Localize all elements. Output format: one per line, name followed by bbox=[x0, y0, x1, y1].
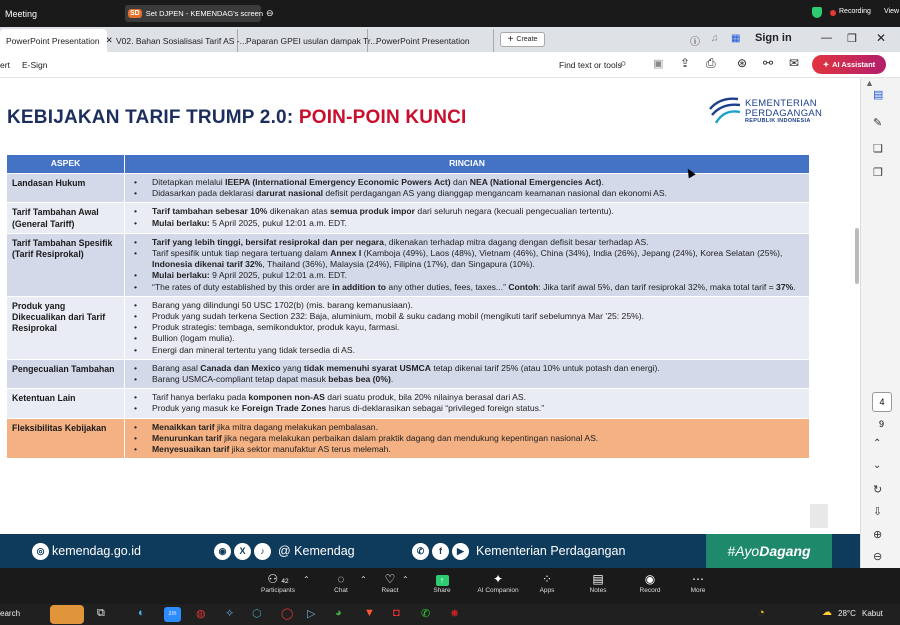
header-aspek: ASPEK bbox=[7, 155, 125, 174]
chat-button[interactable] bbox=[321, 572, 361, 594]
rincian-cell bbox=[125, 359, 810, 388]
logo-line2: PERDAGANGAN bbox=[745, 107, 823, 119]
comment-panel-icon[interactable]: ▤ bbox=[873, 89, 884, 101]
email-icon[interactable]: ✉ bbox=[789, 56, 800, 70]
rotate-icon[interactable]: ↻ bbox=[873, 484, 883, 496]
list-item: • “The rates of duty established by this order are in addition to any other duties, fees, taxes...” Contoh: Jika tarif awal 5%, dan tarif resiprokal 32%, maka total tarif = 37%. bbox=[130, 282, 804, 293]
aspek-cell: Tarif Tambahan Awal (General Tariff) bbox=[7, 203, 125, 233]
kemendag-logo bbox=[708, 95, 823, 127]
plus-icon: + bbox=[507, 34, 514, 45]
ministry-name: Kementerian Perdagangan bbox=[476, 544, 626, 558]
bell-icon[interactable]: ♫ bbox=[711, 33, 719, 44]
apps-label: Apps bbox=[539, 587, 555, 594]
list-item: • Mulai berlaku: 5 April 2025, pukul 12:01 a.m. EDT. bbox=[130, 218, 804, 229]
minimize-icon[interactable]: — bbox=[821, 32, 832, 44]
notes-button[interactable] bbox=[578, 572, 618, 594]
whatsapp-icon: ✆ bbox=[412, 543, 429, 560]
recording-dot-icon bbox=[830, 10, 836, 16]
edge-icon[interactable]: ◐ bbox=[138, 607, 145, 619]
search-icon[interactable]: ⌕ bbox=[620, 56, 627, 70]
rincian-cell bbox=[125, 389, 810, 418]
share-label: Share bbox=[433, 587, 451, 594]
upload-icon[interactable]: ⇪ bbox=[680, 56, 691, 70]
brave-icon[interactable]: ▼ bbox=[364, 607, 375, 619]
list-item: • Barang yang dilindungi 50 USC 1702(b) (mis. barang kemanusiaan). bbox=[130, 300, 804, 311]
tiktok-icon: ♪ bbox=[254, 543, 271, 560]
website-text: kemendag.go.id bbox=[52, 544, 141, 558]
scrollbar-thumb[interactable] bbox=[855, 228, 859, 284]
whatsapp-app-icon[interactable]: ✆ bbox=[421, 608, 431, 620]
title-part-b: POIN-POIN KUNCI bbox=[298, 107, 467, 128]
apps-button[interactable] bbox=[527, 572, 567, 594]
chat-caret-icon[interactable]: ⌃ bbox=[360, 575, 367, 584]
share-button[interactable] bbox=[422, 572, 462, 594]
table-row bbox=[7, 359, 810, 388]
logo-line3: REPUBLIK INDONESIA bbox=[745, 118, 811, 124]
share-icon: ↑ bbox=[422, 572, 462, 587]
close-icon[interactable]: ✕ bbox=[105, 35, 113, 45]
sparkle-icon: ✦ bbox=[822, 60, 830, 69]
task-view-icon[interactable]: ⧉ bbox=[97, 607, 105, 619]
title-part-a: KEBIJAKAN TARIF TRUMP 2.0: bbox=[7, 107, 294, 128]
more-button[interactable] bbox=[678, 572, 718, 594]
policy-table bbox=[6, 154, 810, 459]
more-dots-icon: ⋯ bbox=[692, 572, 704, 586]
table-row bbox=[7, 203, 810, 233]
react-label: React bbox=[381, 587, 399, 594]
ai-assistant-label: AI Assistant bbox=[832, 60, 876, 69]
list-item: • Tarif yang lebih tinggi, bersifat resiprokal dan per negara, dikenakan terhadap mitra dagang dengan defisit besar terhadap AS. bbox=[130, 237, 804, 248]
tab-label: V02. Bahan Sosialisasi Tarif AS -... bbox=[116, 35, 247, 46]
help-icon[interactable]: ⓘ bbox=[690, 37, 700, 48]
footer-social bbox=[214, 534, 355, 568]
list-item: • Menurunkan tarif jika negara melakukan perbaikan dalam praktik dagang dan mendukung kepentingan nasional AS. bbox=[130, 433, 804, 444]
instagram-icon: ◉ bbox=[214, 543, 231, 560]
list-item: • Barang asal Canada dan Mexico yang tidak memenuhi syarat USMCA tetap dikenai tarif 25% (atau 10% untuk potash dan energi). bbox=[130, 363, 804, 374]
tab-bahan-sosialisasi[interactable] bbox=[110, 29, 247, 52]
browser-tabs bbox=[0, 27, 900, 52]
rincian-list bbox=[130, 300, 804, 356]
tab-label: Paparan GPEI usulan dampak Tr... bbox=[246, 35, 378, 46]
list-item: • Tarif spesifik untuk tiap negara tertuang dalam Annex I (Kamboja (49%), Laos (48%), Vietnam (46%), China (34%), India (26%), Jepang (24%), Korea Selatan (25%), Indonesia dikenai tarif 32%, Thailand (36%), Malaysia (24%), Filipina (17%), dan Singapura (10%). bbox=[130, 248, 804, 270]
esign-menu[interactable]: E-Sign bbox=[22, 60, 48, 70]
list-item: • Mulai berlaku: 9 April 2025, pukul 12:01 a.m. EDT. bbox=[130, 270, 804, 281]
sign-in-button[interactable]: Sign in bbox=[755, 32, 792, 44]
rincian-list bbox=[130, 422, 804, 456]
rincian-list bbox=[130, 392, 804, 414]
list-item: • Didasarkan pada deklarasi darurat nasional defisit perdagangan AS yang dianggap mengancam keamanan nasional dan ekonomi AS. bbox=[130, 188, 804, 199]
footer-website bbox=[32, 534, 141, 568]
share-label: Set DJPEN - KEMENDAG's screen bbox=[145, 9, 264, 18]
taskbar-search[interactable]: earch bbox=[0, 609, 21, 618]
list-item: • Tarif hanya berlaku pada komponen non-AS dari suatu produk, bila 20% nilainya berasal dari AS. bbox=[130, 392, 804, 403]
social-handle: @ Kemendag bbox=[278, 544, 355, 558]
tab-label: PowerPoint Presentation bbox=[6, 35, 100, 46]
logo-mark-icon bbox=[708, 95, 742, 127]
rincian-cell bbox=[125, 203, 810, 233]
list-item: • Energi dan mineral tertentu yang tidak tersedia di AS. bbox=[130, 345, 804, 356]
aspek-cell: Pengecualian Tambahan bbox=[7, 359, 125, 388]
ai-assistant-button[interactable] bbox=[812, 55, 886, 74]
windows-taskbar bbox=[0, 604, 900, 625]
participants-label: Participants bbox=[261, 587, 295, 594]
youtube-icon: ▶ bbox=[452, 543, 469, 560]
ai-companion-button[interactable] bbox=[472, 572, 524, 594]
list-item: • Produk yang sudah terkena Section 232: Baja, aluminium, mobil & suku cadang mobil (mengikuti tarif sebelumnya Mar ’25: 25%). bbox=[130, 311, 804, 322]
print-icon[interactable]: ⎙ bbox=[706, 56, 716, 70]
bookmark-icon[interactable]: ❏ bbox=[873, 143, 883, 155]
zoom-out-icon[interactable]: ⊖ bbox=[873, 551, 883, 563]
document-viewer bbox=[0, 78, 860, 568]
ai-companion-icon: ✦ bbox=[492, 572, 504, 586]
aspek-cell: Produk yang Dikecualikan dari Tarif Resiprokal bbox=[7, 296, 125, 359]
aspek-cell: Tarif Tambahan Spesifik (Tarif Resiprokal) bbox=[7, 233, 125, 296]
notification-icon[interactable]: ◔ bbox=[758, 607, 765, 619]
list-item: • Menyesuaikan tarif jika sektor manufaktur AS terus melemah. bbox=[130, 444, 804, 455]
slide-scroll-corner bbox=[810, 504, 828, 528]
list-item: • Produk strategis: tembaga, semikonduktor, produk kayu, farmasi. bbox=[130, 322, 804, 333]
list-item: • Ditetapkan melalui IEEPA (International Emergency Economic Powers Act) dan NEA (National Emergencies Act). bbox=[130, 177, 804, 188]
slide-title bbox=[7, 107, 467, 129]
app-icon-5[interactable]: ⬡ bbox=[252, 608, 262, 620]
opera-icon[interactable]: ◯ bbox=[281, 608, 294, 620]
next-page-icon[interactable]: ⌄ bbox=[873, 460, 882, 471]
logo-line1: KEMENTERIAN bbox=[745, 98, 817, 109]
participants-count: 42 bbox=[281, 578, 289, 585]
temperature: 28°C bbox=[838, 609, 856, 618]
view-button[interactable]: View bbox=[884, 8, 900, 15]
participants-caret-icon[interactable]: ⌃ bbox=[303, 575, 310, 584]
rincian-list bbox=[130, 177, 804, 199]
zoom-controls bbox=[0, 568, 900, 604]
download-icon[interactable]: ⇩ bbox=[873, 506, 883, 518]
aspek-cell: Fleksibilitas Kebijakan bbox=[7, 418, 125, 459]
list-item: • Menaikkan tarif jika mitra dagang melakukan pembalasan. bbox=[130, 422, 804, 433]
prev-page-icon[interactable]: ⌃ bbox=[873, 438, 882, 449]
tab-label: PowerPoint Presentation bbox=[376, 35, 470, 46]
save-icon[interactable]: ▣ bbox=[653, 58, 664, 70]
weather-condition: Kabut bbox=[862, 609, 883, 618]
app-icon-12[interactable]: ✸ bbox=[450, 608, 460, 620]
footer-ministry bbox=[412, 534, 625, 568]
facebook-icon: f bbox=[432, 543, 449, 560]
rincian-list bbox=[130, 363, 804, 385]
hashtag-b: Dagang bbox=[759, 543, 811, 559]
meeting-title: Meeting bbox=[5, 9, 38, 19]
create-label: Create bbox=[516, 36, 538, 43]
scroll-up-icon[interactable]: ▲ bbox=[865, 78, 874, 88]
convert-menu[interactable]: ert bbox=[0, 60, 10, 70]
chat-label: Chat bbox=[334, 587, 348, 594]
app-icon-10[interactable]: ◘ bbox=[393, 607, 400, 619]
x-icon: X bbox=[234, 543, 251, 560]
more-label: More bbox=[690, 587, 706, 594]
record-button[interactable] bbox=[630, 572, 670, 594]
restore-icon[interactable]: ❐ bbox=[847, 33, 857, 45]
zoom-app-icon[interactable]: zm bbox=[164, 607, 181, 622]
right-rail bbox=[860, 78, 900, 568]
edit-icon[interactable]: ✎ bbox=[873, 117, 883, 129]
app-icon-3[interactable]: ◍ bbox=[196, 608, 206, 620]
table-row bbox=[7, 233, 810, 296]
participants-button[interactable] bbox=[258, 572, 298, 594]
table-row bbox=[7, 389, 810, 418]
apps-icon: ⁘ bbox=[541, 572, 553, 586]
page-total: 9 bbox=[879, 419, 885, 429]
tab-powerpoint-2[interactable] bbox=[370, 29, 494, 52]
find-tools-input[interactable]: Find text or tools bbox=[559, 60, 622, 70]
pdf-toolbar bbox=[0, 52, 900, 78]
more-icon[interactable]: ⊖ bbox=[266, 8, 274, 18]
shield-icon bbox=[812, 7, 822, 18]
rincian-cell bbox=[125, 233, 810, 296]
rincian-cell bbox=[125, 174, 810, 203]
link-icon[interactable]: ⚯ bbox=[763, 56, 774, 70]
rincian-cell bbox=[125, 296, 810, 359]
table-row bbox=[7, 418, 810, 459]
aspek-cell: Landasan Hukum bbox=[7, 174, 125, 203]
chat-icon: ◌ bbox=[337, 572, 345, 586]
list-item: • Barang USMCA-compliant tetap dapat masuk bebas bea (0%). bbox=[130, 374, 804, 385]
apps-grid-icon[interactable]: ▦ bbox=[731, 33, 741, 44]
share-badge: SD bbox=[130, 10, 140, 17]
app-icon-4[interactable]: ⟡ bbox=[226, 607, 234, 619]
screen-share-indicator[interactable] bbox=[125, 5, 274, 22]
record-icon: ◉ bbox=[644, 572, 656, 586]
notes-label: Notes bbox=[589, 587, 607, 594]
globe-icon: ◎ bbox=[32, 543, 49, 560]
list-item: • Bullion (logam mulia). bbox=[130, 333, 804, 344]
ai-companion-label: AI Companion bbox=[477, 587, 519, 594]
slide-footer bbox=[0, 534, 860, 568]
weather-icon: ☁ bbox=[822, 607, 832, 618]
recording-label[interactable]: Recording bbox=[839, 8, 871, 15]
pages-icon[interactable]: ❐ bbox=[873, 167, 883, 179]
footer-hashtag bbox=[706, 534, 832, 568]
table-row bbox=[7, 296, 810, 359]
page-number-input[interactable]: 4 bbox=[872, 392, 892, 412]
tab-powerpoint-active[interactable] bbox=[0, 29, 113, 52]
close-window-icon[interactable]: ✕ bbox=[876, 31, 887, 45]
rincian-list bbox=[130, 237, 804, 293]
meeting-bar bbox=[0, 0, 900, 27]
react-caret-icon[interactable]: ⌃ bbox=[402, 575, 409, 584]
list-item: • Tarif tambahan sebesar 10% dikenakan atas semua produk impor dari seluruh negara (kecuali pengecualian tertentu). bbox=[130, 206, 804, 217]
participants-icon: ⚇ 42 bbox=[267, 572, 289, 586]
tab-paparan-gpei[interactable] bbox=[240, 29, 378, 52]
record-label: Record bbox=[639, 587, 661, 594]
app-icon-7[interactable]: ▷ bbox=[307, 608, 316, 620]
create-tab-button[interactable] bbox=[500, 32, 545, 47]
search-highlight-icon bbox=[50, 605, 84, 624]
hashtag-a: #Ayo bbox=[727, 543, 760, 559]
header-rincian: RINCIAN bbox=[125, 155, 810, 174]
share-review-icon[interactable]: ⊛ bbox=[737, 56, 748, 70]
zoom-in-icon[interactable]: ⊕ bbox=[873, 529, 883, 541]
list-item: • Produk yang masuk ke Foreign Trade Zones harus di-deklarasikan sebagai “privileged foreign status.” bbox=[130, 403, 804, 414]
rincian-cell bbox=[125, 418, 810, 459]
chrome-icon[interactable]: ◕ bbox=[335, 607, 342, 619]
rincian-list bbox=[130, 206, 804, 228]
aspek-cell: Ketentuan Lain bbox=[7, 389, 125, 418]
heart-icon: ♡ bbox=[384, 572, 396, 586]
notes-icon: ▤ bbox=[592, 572, 604, 586]
